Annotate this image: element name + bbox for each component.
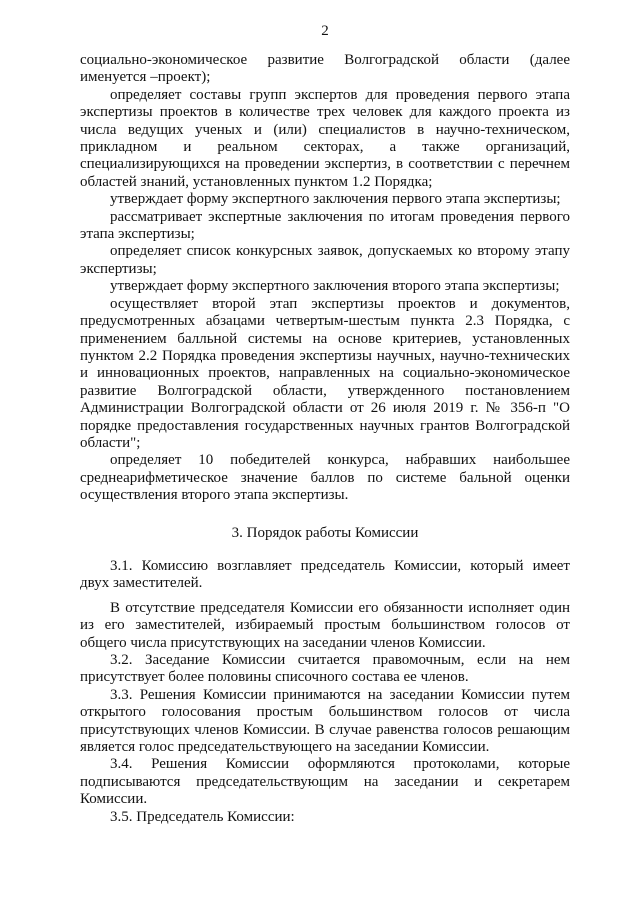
paragraph: социально-экономическое развитие Волгоградской области (далее именуется –проект); [80,52,570,86]
paragraph: рассматривает экспертные заключения по итогам проведения первого этапа экспертизы; [80,208,570,243]
paragraph: определяет 10 победителей конкурса, набравших наибольшее среднеарифметическое значение баллов по системе бальной оценки осуществления второго этапа экспертизы. [80,452,570,504]
paragraph: определяет составы групп экспертов для проведения первого этапа экспертизы проектов в количестве трех человек для каждого проекта из числа ведущих ученых и (или) специалистов в научно-техническом, прикладном и реальном секторах, а также организаций, специализирующихся на проведении экспертиз, в соответствии с перечнем областей знаний, установленных пунктом 1.2 Порядка; [80,86,570,190]
paragraph: 3.3. Решения Комиссии принимаются на заседании Комиссии путем открытого голосования простым большинством голосов от числа присутствующих членов Комиссии. В случае равенства голосов решающим является голос председательствующего на заседании Комиссии. [80,686,570,756]
paragraph: В отсутствие председателя Комиссии его обязанности исполняет один из его заместителей, избираемый простым большинством голосов от общего числа присутствующих на заседании членов Комиссии. [80,599,570,651]
page-number: 2 [321,23,329,39]
section-title: 3. Порядок работы Комиссии [231,524,419,541]
paragraph: 3.1. Комиссию возглавляет председатель Комиссии, который имеет двух заместителей. [80,557,570,592]
paragraph: определяет список конкурсных заявок, допускаемых ко второму этапу экспертизы; [80,243,570,277]
paragraph: утверждает форму экспертного заключения второго этапа экспертизы; [110,278,560,295]
document-page [80,22,570,826]
paragraph: утверждает форму экспертного заключения первого этапа экспертизы; [110,191,561,208]
paragraph: осуществляет второй этап экспертизы проектов и документов, предусмотренных абзацами четвертым-шестым пункта 2.3 Порядка, с применением балльной системы на основе критериев, установленных пунктом 2.2 Порядка проведения экспертизы научных, научно-технических и инновационных проектов, направленных на социально-экономическое развитие Волгоградской области, утвержденного постановлением Администрации Волгоградской области от 26 июля 2019 г. № 356-п "О порядке предоставления государственных научных грантов Волгоградской области"; [80,295,570,451]
paragraph: 3.5. Председатель Комиссии: [110,808,295,825]
paragraph: 3.4. Решения Комиссии оформляются протоколами, которые подписываются председательствующим на заседании и секретарем Комиссии. [80,756,570,808]
paragraph: 3.2. Заседание Комиссии считается правомочным, если на нем присутствует более половины списочного состава ее членов. [80,652,570,686]
